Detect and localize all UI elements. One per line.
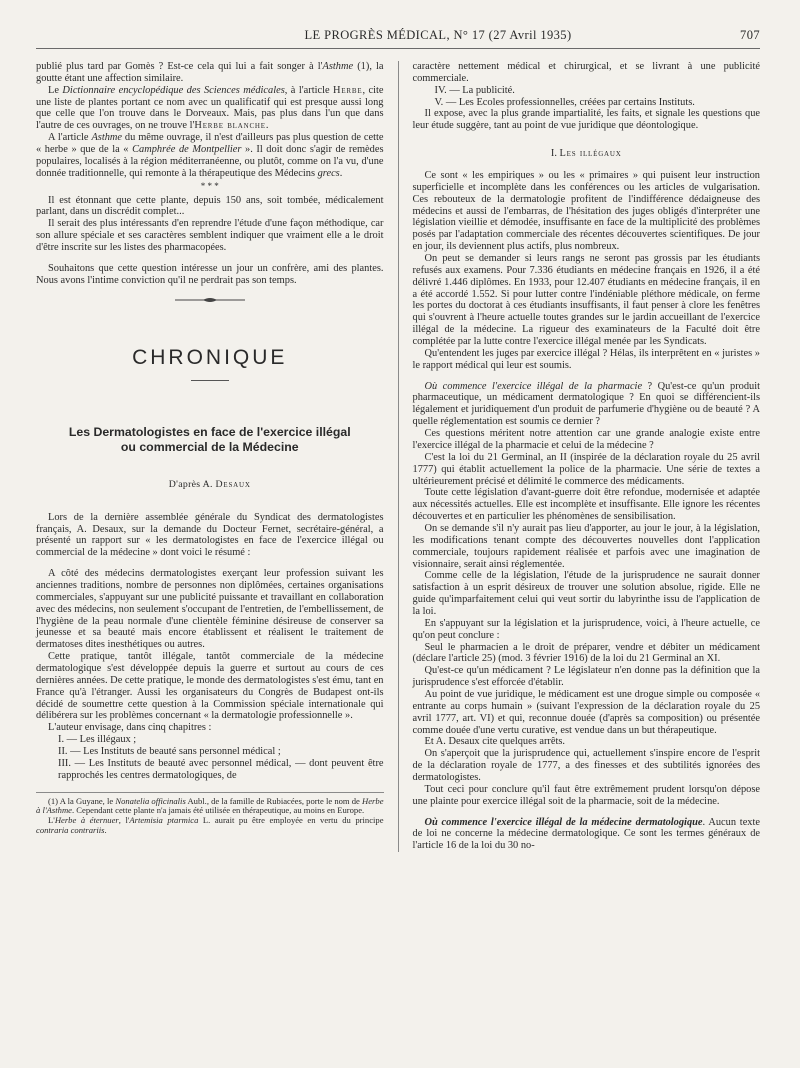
footnote: (1) A la Guyane, le Nonatelia officinalis Aubl., de la famille de Rubiacées, porte le nom de Herbe à l'Asthme. Cependant cette plante n'a jamais été utilisée en thérapeutique, au moins en Europe. [36, 795, 384, 816]
ornament-divider [36, 296, 384, 304]
left-column [36, 61, 384, 852]
list-item: III. — Les Instituts de beauté avec personnel médical, — dont peuvent être rapprochés les centres dermatologiques, de [58, 757, 384, 781]
list-item: IV. — La publicité. [434, 84, 515, 96]
section-title: CHRONIQUE [132, 345, 288, 369]
paragraph: Toute cette législation d'avant-guerre doit être refondue, modernisée et adaptée aux nécessités actuelles. Elle est incomplète et insuffisante. Elle ignore les récentes découvertes et en particulier les phénomènes de sensibilisation. [412, 487, 761, 523]
paragraph: On s'aperçoit que la jurisprudence qui, actuellement s'inspire encore de l'esprit de la déclaration royale de 1777, a des finesses et des subtilités ignorées des dermatologistes. [412, 748, 761, 783]
paragraph: Il est étonnant que cette plante, depuis 150 ans, soit tombée, médicalement parlant, dans un discrédit complet... [36, 194, 384, 218]
paragraph: A l'article Asthme du même ouvrage, il n'est d'ailleurs pas plus question de cette « herbe » que de la « Camphrée de Montpellier ». Il doit donc s'agir de remèdes populaires, localisés à la région méditerranéenne, ou plutôt, comme on l'a vu, d'une donnée traditionnelle, qui remonte à la thérapeutique des Médecins grecs. [36, 132, 384, 179]
paragraph: Ces questions méritent notre attention car une grande analogie existe entre l'exercice illégal de la pharmacie et celui de la médecine ? [412, 428, 761, 451]
article-title: Les Dermatologistes en face de l'exercice illégal ou commercial de la Médecine [68, 424, 351, 454]
byline: D'après A. Desaux [168, 478, 251, 490]
paragraph: Où commence l'exercice illégal de la pharmacie ? Qu'est-ce qu'un produit pharmaceutique, un médicament dermatologique ? En quoi se différencient-ils légalement et juridiquement d'un produit de parfumerie d'hygiène ou de beauté ? A quelle réglementation est soumis ce dernier ? [412, 380, 761, 428]
list-item: I. — Les illégaux ; [58, 734, 137, 746]
paragraph: Il serait des plus intéressants d'en reprendre l'étude d'une façon méthodique, car son allure spéciale et ses caractères semblent indiquer que vraiment elle a le droit d'être inscrite sur les listes des pharmacopées. [36, 218, 384, 254]
asterism: * * * [200, 180, 219, 191]
paragraph: Qu'est-ce qu'un médicament ? Le législateur n'en donne pas la définition que la jurisprudence s'est efforcée d'établir. [412, 665, 761, 689]
paragraph: En s'appuyant sur la législation et la jurisprudence, voici, à l'heure actuelle, ce qu'on peut conclure : [412, 617, 761, 641]
paragraph: Le Dictionnaire encyclopédique des Sciences médicales, à l'article Herbe, cite une liste de plantes portant ce nom avec un qualificatif qui est presque aussi long que celle que l'on trouve dans le Dorveaux. Mais, pas plus dans l'un que dans l'autre de ces ouvrages, on ne trouve l'Herbe blanche. [36, 84, 384, 132]
paragraph: caractère nettement médical et chirurgical, et se livrant à une publicité commerciale. [412, 61, 761, 84]
footnote: L'Herbe à éternuer, l'Artemisia ptarmica L. aurait pu être employée en vertu du principe contraria contrariis. [36, 815, 384, 835]
subsection-heading: I. Les illégaux [550, 148, 622, 160]
list-item: II. — Les Instituts de beauté sans personnel médical ; [58, 746, 281, 758]
paragraph: On se demande s'il n'y aurait pas lieu d'apporter, au jour le jour, à la législation, les modifications tenant compte des découvertes nouvelles dont l'application commerciale, toujours rapidement réalisée et parfois avec une imagination de visionnaire, serait ainsi réglementée. [412, 522, 761, 570]
paragraph: Comme celle de la législation, l'étude de la jurisprudence ne saurait donner satisfaction à un esprit désireux de trouver une solution absolue, rigide. Elle ne guide qu'imparfaitement celui qui veut sortir du labyrinthe issu de l'application de la loi. [412, 570, 761, 617]
paragraph: Qu'entendent les juges par exercice illégal ? Hélas, ils interprêtent en « juristes » le rapport médical qui leur est soumis. [412, 347, 761, 371]
page-number: 707 [740, 28, 760, 42]
paragraph: Et A. Desaux cite quelques arrêts. [424, 736, 566, 748]
paragraph: Lors de la dernière assemblée générale du Syndicat des dermatologistes français, A. Desaux, sur la demande du Docteur Fernet, secrétaire-général, a présenté un rapport sur « les dermatologistes en face de l'exercice illégal ou commercial de la médecine » dont voici le résumé : [36, 511, 384, 559]
ornament-icon [175, 296, 245, 304]
right-column [413, 61, 761, 852]
paragraph: Où commence l'exercice illégal de la médecine dermatologique. Aucun texte de loi ne concerne la médecine dermatologique. Ce sont les termes généraux de l'article 16 de la loi du 30 no- [412, 816, 761, 852]
paragraph: Souhaitons que cette question intéresse un jour un confrère, ami des plantes. Nous avons l'intime conviction qu'il ne perdrait pas son temps. [36, 262, 384, 286]
paragraph: C'est la loi du 21 Germinal, an II (inspirée de la déclaration royale du 25 avril 1777) qui établit actuellement la police de la pharmacie. Une série de textes a ultérieurement précisé et délimité le commerce des médicaments. [412, 451, 761, 487]
paragraph: Ce sont « les empiriques » ou les « primaires » qui puisent leur instruction superficielle et incomplète dans les conférences ou les articles de vulgarisation. Ces rebouteux de la dermatologie profitent de l'indifférence dédaigneuse des médecins et aussi de l'embarras, de l'hésitation des juges obligés d'interpréter une législation vieillie et démodée, insuffisante en face de la multiplicité des problèmes posés par l'adaptation commerciale des récentes découvertes scientifiques. De jour en jour, ils deviennent plus actifs, plus nombreux. [412, 170, 761, 253]
section-rule [191, 380, 229, 381]
paragraph: Cette pratique, tantôt illégale, tantôt commerciale de la médecine dermatologique s'est développée depuis la guerre et surtout au cours de ces dernières années. De cette pratique, le monde des dermatologistes s'est ému, tant en France qu'à l'étranger. Aussi les organisateurs du Congrès de Budapest ont-ils décidé de soumettre cette question à la Commission spéciale internationale qui délibérera sur les problèmes concernant « la dermatologie professionnelle ». [36, 651, 384, 722]
journal-title: LE PROGRÈS MÉDICAL, N° 17 (27 Avril 1935) [304, 28, 572, 42]
paragraph: Seul le pharmacien a le droit de préparer, vendre et débiter un médicament (déclare l'article 25) (mod. 3 février 1916) de la loi du 21 Germinal an XI. [412, 641, 761, 665]
running-head [36, 28, 760, 43]
header-rule [36, 48, 760, 49]
paragraph: Il expose, avec la plus grande impartialité, les faits, et signale les questions que leur étude suggère, tant au point de vue juridique que déontologique. [412, 108, 761, 132]
paragraph: Au point de vue juridique, le médicament est une drogue simple ou composée « entrante au corps humain » (suivant l'expression de la déclaration royale du 25 avril 1777, art. VI) et qui, reconnue douée (d'après sa composition) ou présentée comme douée d'une vertu curative, est vendue dans un but thérapeutique. [412, 688, 761, 736]
two-columns [36, 61, 760, 852]
list-item: V. — Les Ecoles professionnelles, créées par certains Instituts. [434, 96, 695, 108]
footnotes [36, 792, 384, 836]
paragraph: Tout ceci pour conclure qu'il faut être extrêmement prudent lorsqu'on dépose une plainte pour exercice illégal soit de la pharmacie, soit de la médecine. [412, 783, 761, 807]
paragraph: A côté des médecins dermatologistes exerçant leur profession suivant les anciennes traditions, nombre de personnes non diplômées, certaines organisations commerciales, s'appuyant sur une publicité puissante et travaillant en collaboration avec des médecins, non seulement s'occupant de l'entretien, de l'embellissement, de l'hygiène de la peau normale d'une clientèle féminine désireuse de conserver sa jeunesse et sa beauté mais encore établissent et réalisent le traitement de dermatoses dites inesthétiques ou autres. [36, 568, 384, 651]
column-divider [398, 61, 399, 852]
paragraph: L'auteur envisage, dans cinq chapitres : [48, 722, 212, 734]
paragraph: publié plus tard par Gomès ? Est-ce cela qui lui a fait songer à l'Asthme (1), la goutte étant une affection similaire. [36, 61, 384, 84]
paragraph: On peut se demander si leurs rangs ne seront pas grossis par les étudiants refusés aux examens. Pour 7.336 étudiants en médecine français en 1926, il a été délivré 1.446 diplômes. En 1933, pour 12.407 étudiants en médecine français, il en a été accordé 1.552. Si pour lutter contre l'indéniable pléthore médicale, on ferme les portes du doctorat à ces étudiants insuffisants, il faut penser à clore les fenêtres qui s'ouvrent à l'heure actuelle toutes grandes sur le jardin accueillant de l'exercice illégal de la médecine. La rigueur des examinateurs de la Faculté doit être complétée par la lutte contre l'exercice illégal menée par les Syndicats. [412, 253, 761, 348]
